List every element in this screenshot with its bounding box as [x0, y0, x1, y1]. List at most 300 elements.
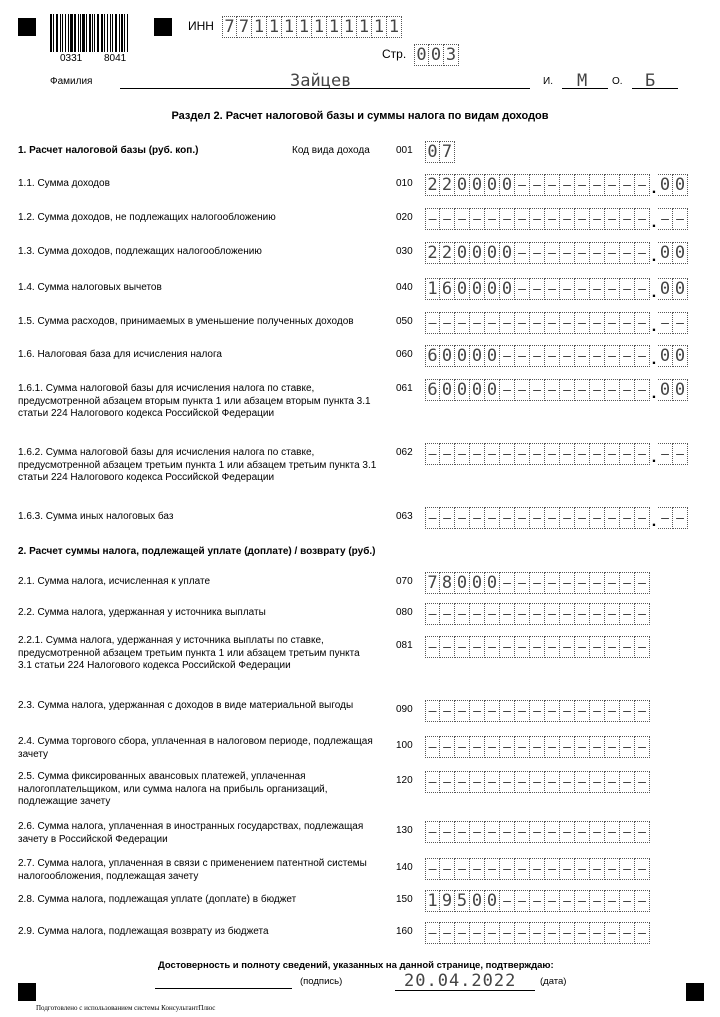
char-cell[interactable]: 1: [357, 16, 372, 38]
char-cell[interactable]: 0: [470, 174, 485, 196]
char-cell[interactable]: [455, 858, 470, 880]
char-cell[interactable]: 3: [444, 44, 459, 66]
surname-value[interactable]: Зайцев: [290, 71, 352, 91]
char-cell[interactable]: [440, 208, 455, 230]
char-cell[interactable]: 1: [267, 16, 282, 38]
char-cell[interactable]: [440, 736, 455, 758]
char-cell[interactable]: [635, 443, 650, 465]
char-cell[interactable]: [425, 208, 440, 230]
char-cell[interactable]: [545, 443, 560, 465]
char-cell[interactable]: [590, 736, 605, 758]
char-cell[interactable]: [425, 922, 440, 944]
char-cell[interactable]: [455, 603, 470, 625]
char-cell[interactable]: [635, 507, 650, 529]
char-cell[interactable]: 1: [312, 16, 327, 38]
char-cell[interactable]: [500, 208, 515, 230]
char-cell[interactable]: [515, 821, 530, 843]
char-cell[interactable]: [545, 636, 560, 658]
char-cell[interactable]: [455, 700, 470, 722]
char-cell[interactable]: [575, 636, 590, 658]
char-cell[interactable]: [515, 603, 530, 625]
char-cell[interactable]: [470, 821, 485, 843]
char-cell[interactable]: 0: [673, 174, 688, 196]
char-cell[interactable]: [545, 603, 560, 625]
date-value[interactable]: 20.04.2022: [404, 971, 517, 991]
char-cell[interactable]: 0: [500, 278, 515, 300]
char-cell[interactable]: [440, 636, 455, 658]
char-cell[interactable]: 0: [414, 44, 429, 66]
char-cell[interactable]: [560, 443, 575, 465]
char-cell[interactable]: [620, 821, 635, 843]
char-cell[interactable]: [620, 507, 635, 529]
char-cell[interactable]: [530, 208, 545, 230]
char-cell[interactable]: [620, 603, 635, 625]
char-cell[interactable]: [590, 208, 605, 230]
char-cell[interactable]: [515, 736, 530, 758]
char-cell[interactable]: [560, 345, 575, 367]
char-cell[interactable]: [635, 345, 650, 367]
char-cell[interactable]: [545, 858, 560, 880]
char-cell[interactable]: [635, 603, 650, 625]
char-cell[interactable]: [560, 736, 575, 758]
char-cell[interactable]: [575, 736, 590, 758]
char-cell[interactable]: [545, 312, 560, 334]
char-cell[interactable]: [515, 174, 530, 196]
amount-field[interactable]: [425, 572, 650, 594]
char-cell[interactable]: [575, 312, 590, 334]
char-cell[interactable]: [560, 507, 575, 529]
char-cell[interactable]: [500, 771, 515, 793]
char-cell[interactable]: 1: [297, 16, 312, 38]
char-cell[interactable]: [425, 312, 440, 334]
char-cell[interactable]: [530, 636, 545, 658]
char-cell[interactable]: [635, 700, 650, 722]
char-cell[interactable]: [515, 636, 530, 658]
char-cell[interactable]: [485, 312, 500, 334]
char-cell[interactable]: [500, 922, 515, 944]
char-cell[interactable]: [560, 771, 575, 793]
char-cell[interactable]: [485, 507, 500, 529]
char-cell[interactable]: [425, 771, 440, 793]
char-cell[interactable]: [515, 379, 530, 401]
char-cell[interactable]: [635, 821, 650, 843]
char-cell[interactable]: [590, 771, 605, 793]
char-cell[interactable]: [620, 208, 635, 230]
char-cell[interactable]: [560, 174, 575, 196]
amount-field[interactable]: [425, 771, 650, 793]
page-number-field[interactable]: [414, 44, 459, 66]
char-cell[interactable]: 0: [470, 890, 485, 912]
char-cell[interactable]: [515, 858, 530, 880]
char-cell[interactable]: [500, 700, 515, 722]
char-cell[interactable]: [545, 771, 560, 793]
char-cell[interactable]: [485, 603, 500, 625]
char-cell[interactable]: [485, 771, 500, 793]
char-cell[interactable]: 0: [658, 174, 673, 196]
char-cell[interactable]: 6: [425, 345, 440, 367]
char-cell[interactable]: [530, 507, 545, 529]
char-cell[interactable]: [673, 312, 688, 334]
char-cell[interactable]: 0: [485, 278, 500, 300]
char-cell[interactable]: 0: [440, 379, 455, 401]
char-cell[interactable]: [620, 174, 635, 196]
char-cell[interactable]: 0: [455, 242, 470, 264]
char-cell[interactable]: [590, 572, 605, 594]
char-cell[interactable]: [635, 208, 650, 230]
char-cell[interactable]: [635, 312, 650, 334]
char-cell[interactable]: [500, 379, 515, 401]
char-cell[interactable]: 0: [429, 44, 444, 66]
char-cell[interactable]: 1: [425, 890, 440, 912]
char-cell[interactable]: [605, 312, 620, 334]
char-cell[interactable]: [620, 242, 635, 264]
char-cell[interactable]: [455, 922, 470, 944]
char-cell[interactable]: [620, 345, 635, 367]
amount-field[interactable]: [425, 278, 688, 300]
char-cell[interactable]: [530, 443, 545, 465]
char-cell[interactable]: [455, 821, 470, 843]
char-cell[interactable]: [515, 443, 530, 465]
patronymic-initial-value[interactable]: Б: [645, 71, 656, 91]
char-cell[interactable]: [605, 379, 620, 401]
char-cell[interactable]: [500, 821, 515, 843]
char-cell[interactable]: [590, 700, 605, 722]
char-cell[interactable]: [530, 736, 545, 758]
char-cell[interactable]: [530, 345, 545, 367]
char-cell[interactable]: [590, 890, 605, 912]
char-cell[interactable]: [590, 636, 605, 658]
char-cell[interactable]: [530, 174, 545, 196]
char-cell[interactable]: [425, 443, 440, 465]
char-cell[interactable]: [500, 636, 515, 658]
char-cell[interactable]: [425, 507, 440, 529]
char-cell[interactable]: 5: [455, 890, 470, 912]
char-cell[interactable]: [590, 345, 605, 367]
char-cell[interactable]: 0: [485, 572, 500, 594]
amount-field[interactable]: [425, 858, 650, 880]
char-cell[interactable]: [605, 858, 620, 880]
char-cell[interactable]: [485, 922, 500, 944]
amount-field[interactable]: [425, 700, 650, 722]
char-cell[interactable]: [590, 922, 605, 944]
char-cell[interactable]: 0: [673, 278, 688, 300]
char-cell[interactable]: [440, 507, 455, 529]
char-cell[interactable]: 1: [282, 16, 297, 38]
char-cell[interactable]: [575, 443, 590, 465]
char-cell[interactable]: [485, 736, 500, 758]
char-cell[interactable]: [470, 507, 485, 529]
char-cell[interactable]: 9: [440, 890, 455, 912]
char-cell[interactable]: [515, 345, 530, 367]
char-cell[interactable]: 0: [500, 174, 515, 196]
char-cell[interactable]: [590, 443, 605, 465]
char-cell[interactable]: [470, 208, 485, 230]
char-cell[interactable]: [440, 821, 455, 843]
char-cell[interactable]: [590, 312, 605, 334]
char-cell[interactable]: [500, 890, 515, 912]
char-cell[interactable]: [545, 736, 560, 758]
char-cell[interactable]: [605, 278, 620, 300]
inn-field[interactable]: [222, 16, 402, 38]
char-cell[interactable]: [485, 700, 500, 722]
char-cell[interactable]: [575, 278, 590, 300]
char-cell[interactable]: [658, 507, 673, 529]
char-cell[interactable]: [515, 278, 530, 300]
char-cell[interactable]: [635, 174, 650, 196]
char-cell[interactable]: [635, 858, 650, 880]
char-cell[interactable]: [635, 278, 650, 300]
char-cell[interactable]: [515, 771, 530, 793]
char-cell[interactable]: [575, 603, 590, 625]
char-cell[interactable]: [440, 603, 455, 625]
char-cell[interactable]: [455, 312, 470, 334]
char-cell[interactable]: [545, 242, 560, 264]
char-cell[interactable]: [545, 174, 560, 196]
char-cell[interactable]: [485, 821, 500, 843]
char-cell[interactable]: [470, 858, 485, 880]
char-cell[interactable]: 1: [252, 16, 267, 38]
amount-field[interactable]: [425, 821, 650, 843]
char-cell[interactable]: [575, 890, 590, 912]
char-cell[interactable]: [455, 507, 470, 529]
amount-field[interactable]: [425, 443, 688, 465]
char-cell[interactable]: 0: [455, 379, 470, 401]
char-cell[interactable]: [658, 443, 673, 465]
char-cell[interactable]: [515, 572, 530, 594]
char-cell[interactable]: [620, 736, 635, 758]
amount-field[interactable]: [425, 174, 688, 196]
char-cell[interactable]: 0: [500, 242, 515, 264]
char-cell[interactable]: [575, 700, 590, 722]
char-cell[interactable]: 1: [425, 278, 440, 300]
char-cell[interactable]: [530, 312, 545, 334]
char-cell[interactable]: [590, 603, 605, 625]
char-cell[interactable]: [605, 922, 620, 944]
char-cell[interactable]: [470, 443, 485, 465]
char-cell[interactable]: [620, 379, 635, 401]
char-cell[interactable]: 0: [485, 379, 500, 401]
char-cell[interactable]: [575, 922, 590, 944]
char-cell[interactable]: [620, 890, 635, 912]
char-cell[interactable]: [455, 443, 470, 465]
char-cell[interactable]: [530, 379, 545, 401]
char-cell[interactable]: [635, 379, 650, 401]
char-cell[interactable]: 0: [658, 379, 673, 401]
char-cell[interactable]: 7: [440, 141, 455, 163]
char-cell[interactable]: [455, 208, 470, 230]
char-cell[interactable]: [545, 208, 560, 230]
char-cell[interactable]: [590, 278, 605, 300]
char-cell[interactable]: [605, 771, 620, 793]
char-cell[interactable]: [635, 636, 650, 658]
amount-field[interactable]: [425, 507, 688, 529]
char-cell[interactable]: [605, 242, 620, 264]
char-cell[interactable]: [545, 922, 560, 944]
char-cell[interactable]: [530, 771, 545, 793]
char-cell[interactable]: [515, 922, 530, 944]
char-cell[interactable]: 1: [387, 16, 402, 38]
char-cell[interactable]: [440, 771, 455, 793]
char-cell[interactable]: [658, 312, 673, 334]
char-cell[interactable]: [605, 507, 620, 529]
char-cell[interactable]: 0: [485, 174, 500, 196]
char-cell[interactable]: 0: [673, 345, 688, 367]
char-cell[interactable]: [605, 443, 620, 465]
char-cell[interactable]: [485, 208, 500, 230]
char-cell[interactable]: [530, 858, 545, 880]
amount-field[interactable]: [425, 345, 688, 367]
char-cell[interactable]: [575, 208, 590, 230]
char-cell[interactable]: [545, 278, 560, 300]
char-cell[interactable]: [673, 208, 688, 230]
char-cell[interactable]: [575, 174, 590, 196]
char-cell[interactable]: [500, 507, 515, 529]
char-cell[interactable]: [530, 890, 545, 912]
char-cell[interactable]: [560, 379, 575, 401]
char-cell[interactable]: [575, 771, 590, 793]
char-cell[interactable]: 0: [485, 890, 500, 912]
char-cell[interactable]: [485, 636, 500, 658]
char-cell[interactable]: [500, 603, 515, 625]
char-cell[interactable]: [575, 507, 590, 529]
char-cell[interactable]: [620, 636, 635, 658]
char-cell[interactable]: [425, 603, 440, 625]
char-cell[interactable]: [515, 890, 530, 912]
char-cell[interactable]: [635, 922, 650, 944]
char-cell[interactable]: [515, 208, 530, 230]
char-cell[interactable]: [658, 208, 673, 230]
char-cell[interactable]: [530, 278, 545, 300]
char-cell[interactable]: 0: [658, 278, 673, 300]
char-cell[interactable]: 0: [470, 278, 485, 300]
char-cell[interactable]: [590, 821, 605, 843]
char-cell[interactable]: [485, 443, 500, 465]
amount-field[interactable]: [425, 208, 688, 230]
char-cell[interactable]: 2: [425, 242, 440, 264]
char-cell[interactable]: [560, 603, 575, 625]
char-cell[interactable]: [575, 379, 590, 401]
char-cell[interactable]: 0: [658, 345, 673, 367]
char-cell[interactable]: 0: [425, 141, 440, 163]
char-cell[interactable]: [440, 700, 455, 722]
char-cell[interactable]: 0: [485, 242, 500, 264]
char-cell[interactable]: [515, 507, 530, 529]
char-cell[interactable]: [500, 572, 515, 594]
char-cell[interactable]: [575, 345, 590, 367]
char-cell[interactable]: [620, 312, 635, 334]
char-cell[interactable]: [620, 858, 635, 880]
char-cell[interactable]: [545, 700, 560, 722]
char-cell[interactable]: [620, 700, 635, 722]
char-cell[interactable]: [560, 242, 575, 264]
char-cell[interactable]: [590, 507, 605, 529]
char-cell[interactable]: [440, 312, 455, 334]
char-cell[interactable]: [425, 736, 440, 758]
char-cell[interactable]: [575, 858, 590, 880]
char-cell[interactable]: [605, 572, 620, 594]
char-cell[interactable]: [545, 890, 560, 912]
char-cell[interactable]: [605, 345, 620, 367]
char-cell[interactable]: [560, 821, 575, 843]
char-cell[interactable]: 0: [455, 572, 470, 594]
char-cell[interactable]: 0: [470, 345, 485, 367]
char-cell[interactable]: [575, 242, 590, 264]
amount-field[interactable]: [425, 312, 688, 334]
char-cell[interactable]: [620, 771, 635, 793]
char-cell[interactable]: 0: [455, 278, 470, 300]
char-cell[interactable]: 8: [440, 572, 455, 594]
char-cell[interactable]: [500, 858, 515, 880]
char-cell[interactable]: 2: [425, 174, 440, 196]
char-cell[interactable]: [530, 700, 545, 722]
char-cell[interactable]: [500, 312, 515, 334]
char-cell[interactable]: [635, 771, 650, 793]
char-cell[interactable]: [560, 278, 575, 300]
char-cell[interactable]: [530, 821, 545, 843]
char-cell[interactable]: [545, 572, 560, 594]
char-cell[interactable]: [530, 922, 545, 944]
amount-field[interactable]: [425, 890, 650, 912]
char-cell[interactable]: [470, 312, 485, 334]
char-cell[interactable]: [635, 890, 650, 912]
char-cell[interactable]: 0: [455, 174, 470, 196]
char-cell[interactable]: 1: [327, 16, 342, 38]
char-cell[interactable]: [620, 572, 635, 594]
char-cell[interactable]: [545, 345, 560, 367]
char-cell[interactable]: [470, 922, 485, 944]
char-cell[interactable]: 7: [425, 572, 440, 594]
char-cell[interactable]: [635, 572, 650, 594]
char-cell[interactable]: [635, 242, 650, 264]
char-cell[interactable]: [485, 858, 500, 880]
char-cell[interactable]: [470, 603, 485, 625]
char-cell[interactable]: [515, 242, 530, 264]
char-cell[interactable]: [575, 572, 590, 594]
amount-field[interactable]: [425, 242, 688, 264]
char-cell[interactable]: [515, 312, 530, 334]
char-cell[interactable]: [530, 572, 545, 594]
char-cell[interactable]: [545, 821, 560, 843]
char-cell[interactable]: [605, 700, 620, 722]
char-cell[interactable]: [530, 242, 545, 264]
char-cell[interactable]: [470, 700, 485, 722]
amount-field[interactable]: [425, 736, 650, 758]
char-cell[interactable]: [515, 700, 530, 722]
char-cell[interactable]: 0: [673, 379, 688, 401]
income-code-field[interactable]: [425, 141, 455, 163]
char-cell[interactable]: [605, 636, 620, 658]
char-cell[interactable]: [440, 922, 455, 944]
char-cell[interactable]: [560, 858, 575, 880]
char-cell[interactable]: [590, 379, 605, 401]
char-cell[interactable]: 0: [470, 242, 485, 264]
char-cell[interactable]: [620, 443, 635, 465]
first-initial-value[interactable]: М: [577, 71, 588, 91]
char-cell[interactable]: [560, 890, 575, 912]
char-cell[interactable]: [530, 603, 545, 625]
char-cell[interactable]: [470, 636, 485, 658]
char-cell[interactable]: 2: [440, 174, 455, 196]
char-cell[interactable]: [590, 858, 605, 880]
char-cell[interactable]: [673, 443, 688, 465]
char-cell[interactable]: 2: [440, 242, 455, 264]
char-cell[interactable]: [605, 821, 620, 843]
char-cell[interactable]: [590, 242, 605, 264]
char-cell[interactable]: [455, 736, 470, 758]
char-cell[interactable]: 6: [425, 379, 440, 401]
char-cell[interactable]: 7: [222, 16, 237, 38]
char-cell[interactable]: [605, 603, 620, 625]
